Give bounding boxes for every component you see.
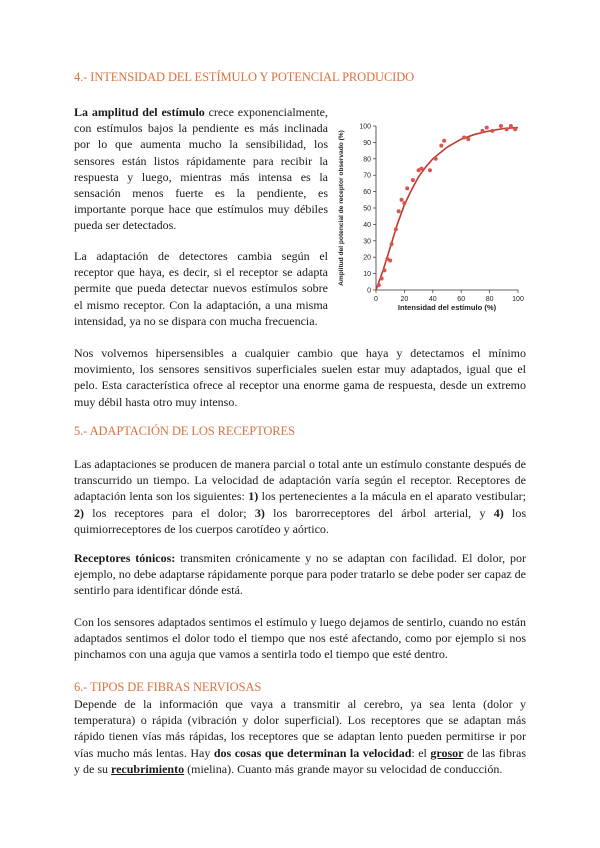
data-point <box>481 129 485 133</box>
y-tick-label: 30 <box>363 238 371 246</box>
data-point <box>411 178 415 182</box>
section-6-heading: 6.- TIPOS DE FIBRAS NERVIOSAS <box>74 680 262 694</box>
fit-curve <box>376 128 518 290</box>
chart-axes <box>376 126 518 290</box>
text-run: los quimiorreceptores de los cuerpos carotídeo y aórtico. <box>74 505 526 536</box>
data-point <box>509 124 513 128</box>
data-point <box>402 201 406 205</box>
data-point <box>419 167 423 171</box>
data-point <box>513 127 517 131</box>
underlined-term-recubrimiento: recubrimiento <box>111 761 185 776</box>
section-4-paragraph-3: Nos volvemos hipersensibles a cualquier cambio que haya y detectamos el mínimo movimiento, los sensores sensitivos superficiales suelen estar muy adaptados, igual que el pelo. Esta característica ofrece al receptor una enorme gama de respuesta, desde un extremo muy débil hasta otro muy intenso. <box>74 346 526 409</box>
data-point <box>394 227 398 231</box>
data-point <box>490 129 494 133</box>
x-tick-label: 0 <box>374 296 378 303</box>
y-tick-label: 10 <box>363 271 371 279</box>
data-point <box>485 126 489 130</box>
x-tick-label: 40 <box>428 296 437 303</box>
y-tick-label: 0 <box>367 287 371 295</box>
data-point <box>390 242 394 246</box>
data-points <box>377 124 517 287</box>
y-tick-label: 70 <box>363 172 371 180</box>
section-4-heading: 4.- INTENSIDAD DEL ESTÍMULO Y POTENCIAL PRODUCIDO <box>74 70 415 84</box>
text-run: los barorreceptores del árbol arterial, y <box>264 505 494 520</box>
y-tick-label: 100 <box>359 123 371 131</box>
data-point <box>442 139 446 143</box>
y-tick-label: 20 <box>363 254 371 262</box>
section-5-heading: 5.- ADAPTACIÓN DE LOS RECEPTORES <box>74 424 295 438</box>
list-number: 1) <box>248 489 259 504</box>
section-6-paragraph-1 <box>74 696 526 777</box>
data-point <box>383 268 387 272</box>
text-run: Depende de la información que vaya a transmitir al cerebro, ya sea lenta (dolor y temperatura) o rápida (vibración y dolor superficial). Los receptores que se adaptan más rápido tienen vías más rápidas, los receptores que se adaptan lento pueden permitirse ir por vías mucho más lentas. Hay <box>74 697 526 760</box>
data-point <box>505 127 509 131</box>
text-run: los receptores para el dolor; <box>84 505 255 520</box>
y-tick-group <box>359 124 376 295</box>
data-point <box>380 277 384 281</box>
data-point <box>499 124 503 128</box>
section-5-paragraph-2 <box>74 550 526 599</box>
bold-term: La amplitud del estímulo <box>74 105 205 119</box>
section-4-paragraph-2: La adaptación de detectores cambia según el receptor que haya, es decir, si el receptor se adapta permite que pueda detectar nuevos estímulos sobre el mismo receptor. Con la adaptación, a una misma intensidad, ya no se dispara con mucha frecuencia. <box>74 249 328 328</box>
y-tick-label: 40 <box>363 221 371 229</box>
y-tick-label: 80 <box>363 156 371 164</box>
data-point <box>434 157 438 161</box>
y-tick-label: 90 <box>363 139 371 147</box>
data-point <box>400 198 404 202</box>
text-run: transmiten crónicamente y no se adaptan con facilidad. El dolor, por ejemplo, no debe adaptarse rápidamente porque para poder tratarlo se debe poder ser capaz de sentirlo para identificar dónde está. <box>74 551 526 598</box>
section-5-paragraph-3: Con los sensores adaptados sentimos el estímulo y luego dejamos de sentirlo, cuando no están adaptados sentimos el dolor todo el tiempo que nos esté afectando, como por ejemplo si nos pinchamos con una aguja que vamos a sentirla todo el tiempo que esté dentro. <box>74 615 526 662</box>
x-tick-group <box>374 290 524 303</box>
text-run: crece exponencialmente, con estímulos bajos la pendiente es más inclinada por lo que aumenta mucho la sensibilidad, los sensores están listos rápidamente para recibir la respuesta y luego, mientras más intensa es la sensación menos fuerte es la pendiente, es importante porque hace que estímulos muy débiles pueda ser detectados. <box>74 105 328 233</box>
x-axis-label: Intensidad del estímulo (%) <box>397 303 497 312</box>
bold-phrase: dos cosas que determinan la velocidad <box>213 745 412 760</box>
stimulus-amplitude-chart <box>332 114 532 314</box>
data-point <box>466 137 470 141</box>
underlined-term-grosor: grosor <box>430 745 464 760</box>
data-point <box>405 186 409 190</box>
list-number: 4) <box>493 505 504 520</box>
y-tick-label: 60 <box>363 189 371 197</box>
section-5-paragraph-1 <box>74 456 526 537</box>
x-tick-label: 60 <box>457 296 466 303</box>
data-point <box>397 209 401 213</box>
list-number: 2) <box>74 505 84 520</box>
x-tick-label: 20 <box>400 296 409 303</box>
text-run: : el <box>411 745 431 760</box>
y-axis-label: Amplitud del potencial de receptor observado (%) <box>338 130 345 286</box>
x-tick-label: 100 <box>512 296 524 303</box>
text-run: de las fibras y de su <box>74 745 527 776</box>
y-tick-label: 50 <box>363 205 371 213</box>
list-number: 3) <box>254 505 265 520</box>
data-point <box>388 258 392 262</box>
x-tick-label: 80 <box>485 296 494 303</box>
data-point <box>377 283 381 287</box>
section-4-paragraph-1 <box>74 104 328 234</box>
text-run: los pertenecientes a la mácula en el aparato vestibular; <box>258 489 527 504</box>
text-run: (mielina). Cuanto más grande mayor su velocidad de conducción. <box>184 761 503 776</box>
data-point <box>428 168 432 172</box>
text-run: Las adaptaciones se producen de manera parcial o total ante un estímulo constante después de transcurrido un tiempo. La velocidad de adaptación varía según el receptor. Receptores de adaptación lenta son los siguientes: <box>74 457 526 504</box>
bold-term: Receptores tónicos: <box>74 551 176 565</box>
data-point <box>462 135 466 139</box>
data-point <box>439 144 443 148</box>
